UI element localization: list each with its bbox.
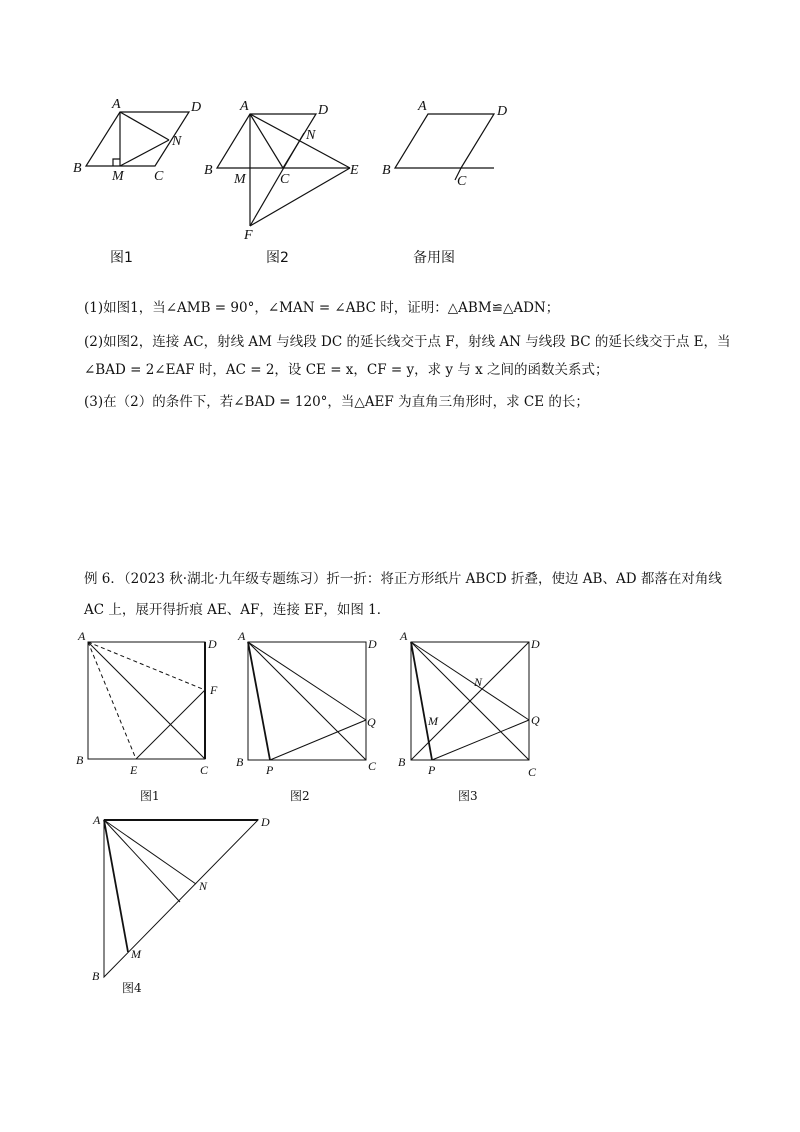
- b-fig4-segment-ao: [104, 820, 180, 902]
- problem-q3: (3)在（2）的条件下，若∠BAD = 120°，当△AEF 为直角三角形时，求 CE 的长；: [84, 394, 589, 410]
- b-fig1-label-b: B: [76, 753, 84, 767]
- b-fig3-caption: 图3: [458, 789, 478, 803]
- b-fig2-diagonal-ac: [248, 642, 366, 760]
- b-fig3-label-q: Q: [531, 713, 540, 727]
- fig2-dc-extension: [250, 133, 304, 226]
- b-fig1-fold-ae: [88, 642, 136, 759]
- fig3-label-a: A: [418, 99, 427, 114]
- fig2-label-b: B: [204, 163, 213, 178]
- b-fig4-label-b: B: [92, 969, 100, 983]
- fig2-caption: 图2: [266, 250, 289, 266]
- b-fig2-label-p: P: [266, 763, 274, 777]
- b-fig2-segment-aq: [248, 642, 366, 720]
- b-fig4-caption: 图4: [122, 981, 142, 995]
- fig1-label-c: C: [154, 169, 164, 184]
- bottom-figures-svg: [0, 620, 800, 1000]
- b-fig2-label-d: D: [368, 637, 377, 651]
- fig2-segment-ac: [250, 114, 283, 168]
- fig2-segment-fe: [250, 168, 350, 226]
- b-fig3-label-d: D: [531, 637, 540, 651]
- b-fig1-caption: 图1: [140, 789, 160, 803]
- fig2-label-c: C: [280, 172, 290, 187]
- fig1-label-m: M: [112, 169, 124, 184]
- example6-line1: 例 6．（2023 秋·湖北·九年级专题练习）折一折：将正方形纸片 ABCD 折叠，使边 AB、AD 都落在对角线: [84, 571, 722, 587]
- fig2-label-f: F: [244, 228, 253, 243]
- b-fig3-label-n: N: [474, 675, 483, 689]
- b-fig3-label-m: M: [428, 714, 438, 728]
- figure-area-bottom: [0, 620, 800, 1000]
- problem-q1: (1)如图1，当∠AMB = 90°，∠MAN = ∠ABC 时，证明：△ABM≌△ADN；: [84, 300, 560, 316]
- b-fig3-label-b: B: [398, 755, 406, 769]
- fig2-label-n: N: [306, 128, 316, 143]
- b-fig2-segment-ap: [248, 642, 270, 760]
- fig2-label-d: D: [318, 103, 329, 118]
- fig2-label-m: M: [234, 172, 246, 187]
- b-fig3-label-a: A: [400, 629, 408, 643]
- problem-q2-line2: ∠BAD = 2∠EAF 时，AC = 2，设 CE = x，CF = y，求 y 与 x 之间的函数关系式；: [84, 362, 609, 378]
- b-fig2-label-q: Q: [367, 715, 376, 729]
- b-fig3-label-c: C: [528, 765, 537, 779]
- fig2-label-e: E: [350, 163, 359, 178]
- b-fig4-triangle: [104, 820, 258, 977]
- b-fig2-label-c: C: [368, 759, 377, 773]
- b-fig4-label-d: D: [261, 815, 270, 829]
- top-figures-svg: [0, 0, 800, 280]
- b-fig2-label-b: B: [236, 755, 244, 769]
- b-fig1-label-c: C: [200, 763, 209, 777]
- fig1-label-n: N: [172, 134, 182, 149]
- b-fig2-caption: 图2: [290, 789, 310, 803]
- b-fig3-label-p: P: [428, 763, 436, 777]
- figure-area-top: [0, 0, 800, 280]
- b-fig3-segment-pq: [432, 720, 529, 760]
- fig3-label-d: D: [497, 104, 508, 119]
- b-fig1-fold-af: [88, 642, 205, 690]
- b-fig4-label-a: A: [93, 813, 101, 827]
- fig1-right-angle-mark: [113, 159, 120, 166]
- b-fig1-label-e: E: [130, 763, 138, 777]
- fig3-caption: 备用图: [413, 250, 455, 266]
- fig3-label-b: B: [382, 163, 391, 178]
- b-fig3-segment-aq: [411, 642, 529, 720]
- b-fig1-label-f: F: [210, 683, 218, 697]
- fig2-label-a: A: [240, 99, 249, 114]
- b-fig1-label-a: A: [78, 629, 86, 643]
- fig1-label-d: D: [191, 100, 202, 115]
- b-fig4-segment-am: [104, 820, 128, 952]
- fig1-segment-an: [120, 112, 169, 140]
- b-fig4-label-n: N: [199, 879, 208, 893]
- b-fig1-diagonal-ac: [88, 642, 205, 759]
- fig1-label-b: B: [73, 161, 82, 176]
- fig3-label-c: C: [457, 174, 467, 189]
- b-fig2-segment-pq: [270, 720, 366, 760]
- problem-q2-line1: (2)如图2，连接 AC，射线 AM 与线段 DC 的延长线交于点 F，射线 AN 与线段 BC 的延长线交于点 E，当: [84, 334, 731, 350]
- example6-line2: AC 上，展开得折痕 AE、AF，连接 EF，如图 1．: [84, 602, 391, 618]
- b-fig4-label-m: M: [131, 947, 141, 961]
- fig1-segment-mn: [120, 140, 169, 166]
- fig3-parallelogram: [395, 114, 494, 168]
- b-fig2-label-a: A: [238, 629, 246, 643]
- b-fig1-label-d: D: [208, 637, 217, 651]
- b-fig4-segment-an: [104, 820, 196, 884]
- fig1-label-a: A: [112, 97, 121, 112]
- fig1-caption: 图1: [110, 250, 133, 266]
